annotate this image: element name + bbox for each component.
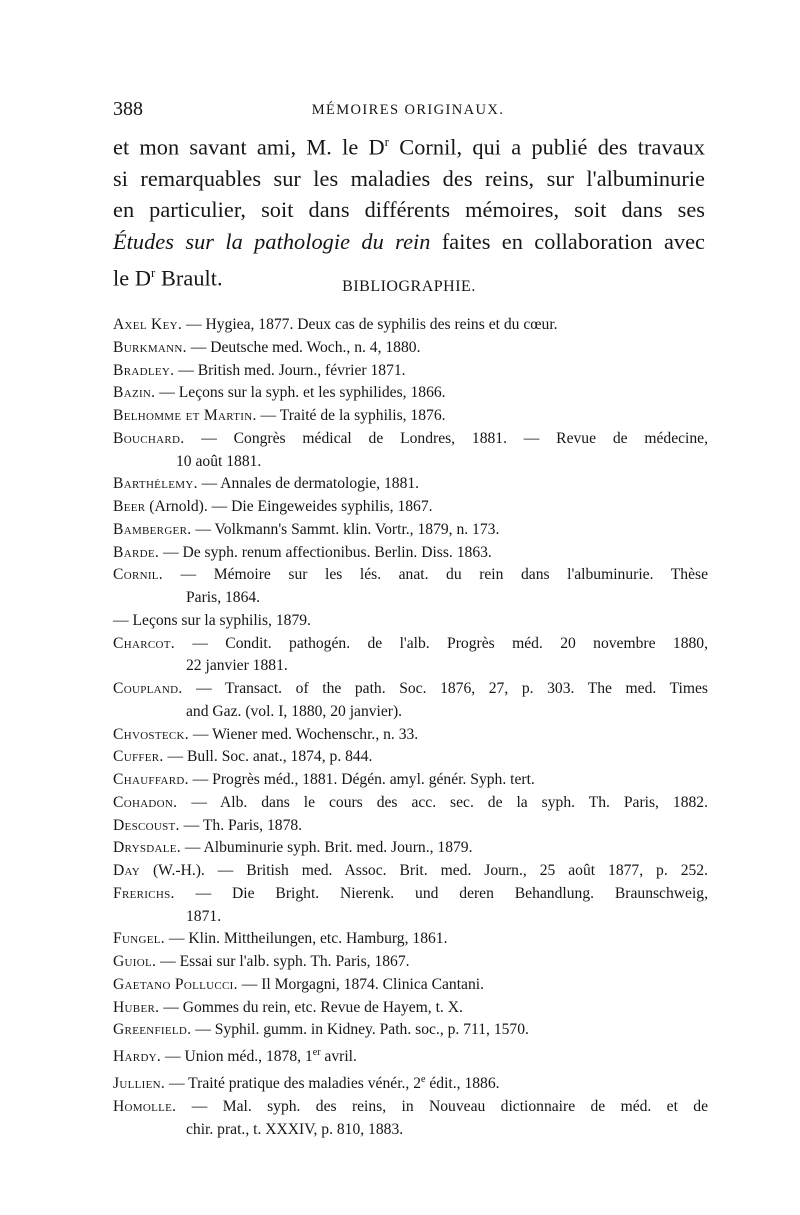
bibliography-entry [113,724,708,747]
entry-text: — Progrès méd., 1881. Dégén. amyl. génér. Syph. tert. [188,771,535,788]
entry-text: (W.-H.). — British med. Assoc. Brit. med. Journ., 25 août 1877, p. 252. [140,862,708,879]
entry-text: — Deutsche med. Woch., n. 4, 1880. [186,338,421,356]
entry-continuation: chir. prat., t. XXXIV, p. 810, 1883. [186,1120,404,1138]
entry-text: — Bull. Soc. anat., 1874, p. 844. [163,748,373,766]
entry-author: Cuffer. [113,748,164,766]
bibliography-entry [113,860,708,883]
intro-line: en particulier, soit dans différents mémoires, soit dans ses [113,197,705,223]
entry-author: Burkmann. [113,338,187,356]
entry-author: Fungel. [113,930,165,948]
bibliography-entry [113,473,708,496]
text-fragment: édit., 1886. [425,1075,500,1093]
entry-text: — Die Bright. Nierenk. und deren Behandlung. Braunschweig, [174,884,708,902]
entry-author: Bradley. [113,361,175,379]
intro-paragraph [113,126,705,294]
entry-text: — British med. Journ., février 1871. [174,361,406,379]
bibliography-entry [113,428,708,474]
bibliography-entry [113,519,708,542]
intro-line: si remarquables sur les maladies des reins, sur l'albuminurie [113,165,705,191]
bibliography-entry [113,564,708,610]
entry-author: Homolle. [113,1097,177,1115]
text-fragment: er [312,1047,321,1058]
entry-author: Gaetano Pollucci. [113,975,238,993]
entry-author: Charcot. [113,634,175,652]
bibliography-entry [113,883,708,929]
bibliography-entry [113,1096,708,1142]
bibliography-entry [113,360,708,383]
entry-author: Cornil. [113,566,164,584]
page-header [113,98,703,124]
entry-author: Guiol. [113,953,157,970]
entry-continuation: 22 janvier 1881. [186,657,288,675]
bibliography-entry [113,382,708,405]
bibliography-entry [113,1042,708,1069]
section-title: BIBLIOGRAPHIE. [342,278,476,295]
entry-text: — Leçons sur la syphilis, 1879. [113,611,311,629]
entry-author: Barde. [113,543,160,561]
entry-text: — Leçons sur la syph. et les syphilides, 1866. [155,384,446,402]
text-fragment: e [421,1073,426,1085]
bibliography-entry [113,678,708,724]
text-fragment: Brault. [155,265,223,291]
entry-text: — Mal. syph. des reins, in Nouveau dictionnaire de méd. et de [176,1097,708,1115]
text-fragment: Cornil, qui a publié des travaux [389,134,706,160]
entry-continuation: 1871. [186,907,222,925]
text-fragment: et mon savant ami, M. le D [113,134,385,160]
bibliography-entry [113,746,708,769]
page-number: 388 [113,98,143,120]
entry-text: — Congrès médical de Londres, 1881. — Revue de médecine, [184,429,708,447]
text-fragment: faites en collaboration avec [430,228,705,254]
entry-text: — Klin. Mittheilungen, etc. Hamburg, 1861. [164,930,448,948]
entry-text: — Mémoire sur les lés. anat. du rein dans l'albuminurie. Thèse [163,566,708,584]
book-title: Études sur la pathologie du rein [113,228,431,254]
entry-text: — Albuminurie syph. Brit. med. Journ., 1879. [180,839,473,857]
entry-text: — Gommes du rein, etc. Revue de Hayem, t. X. [159,998,463,1016]
entry-continuation: 10 août 1881. [176,452,262,470]
entry-text: — Syphil. gumm. in Kidney. Path. soc., p. 711, 1570. [191,1021,529,1039]
entry-author: Bamberger. [113,520,192,538]
bibliography-entry [113,610,708,633]
entry-author: Greenfield. [113,1021,192,1039]
entry-author: Coupland. [113,680,183,697]
entry-continuation: Paris, 1864. [186,589,261,606]
bibliography-entry [113,769,708,792]
entry-text: — Wiener med. Wochenschr., n. 33. [188,725,419,743]
entry-text: — Traité de la syphilis, 1876. [256,407,446,424]
entry-text: — Hygiea, 1877. Deux cas de syphilis des reins et du cœur. [182,316,558,333]
text-fragment: r [384,134,390,149]
entry-author: Bazin. [113,384,156,402]
entry-author: Axel Key. [113,316,183,333]
bibliography-entry [113,815,708,838]
entry-author: Huber. [113,998,160,1016]
entry-text: — Union méd., 1878, 1 [161,1048,313,1066]
bibliography-entry [113,974,708,997]
bibliography-entry [113,337,708,360]
intro-line [113,126,705,163]
entry-author: Barthélemy. [113,475,198,493]
bibliography-entry [113,997,708,1020]
entry-author: Frerichs. [113,884,175,902]
entry-author: Hardy. [113,1048,162,1066]
bibliography-entry [113,633,708,679]
text-fragment: avril. [320,1048,357,1066]
bibliography-entry [113,1069,708,1096]
bibliography-entry [113,542,708,565]
text-fragment: le D [113,265,151,291]
bibliography-entry [113,928,708,951]
entry-text: — De syph. renum affectionibus. Berlin. Diss. 1863. [159,543,492,561]
intro-line [113,226,705,257]
entry-author: Day [113,862,141,879]
entry-author: Bouchard. [113,429,185,447]
entry-author: Belhomme et Martin. [113,407,257,424]
entry-author: Cohadon. [113,793,178,811]
entry-text: — Th. Paris, 1878. [179,816,303,834]
entry-text: — Traité pratique des maladies vénér., 2 [165,1075,422,1093]
text-fragment: r [150,265,156,281]
running-head: MÉMOIRES ORIGINAUX. [311,102,505,118]
bibliography-entry [113,405,708,428]
entry-author: Descoust. [113,816,180,834]
entry-author: Chvosteck. [113,725,189,743]
entry-author: Jullien. [113,1075,166,1093]
entry-text: — Transact. of the path. Soc. 1876, 27, p. 303. The med. Times [182,680,708,697]
entry-text: — Annales de dermatologie, 1881. [197,475,420,493]
entry-author: Chauffard. [113,771,189,788]
bibliography-list [113,314,708,1141]
entry-continuation: and Gaz. (vol. I, 1880, 20 janvier). [186,702,403,720]
bibliography-entry [113,837,708,860]
bibliography-entry [113,314,708,337]
entry-text: — Volkmann's Sammt. klin. Vortr., 1879, n. 173. [191,520,500,538]
bibliography-entry [113,792,708,815]
bibliography-entry [113,496,708,519]
entry-text: — Essai sur l'alb. syph. Th. Paris, 1867. [156,953,410,970]
bibliography-entry [113,1019,708,1042]
entry-text: — Alb. dans le cours des acc. sec. de la syph. Th. Paris, 1882. [177,793,708,811]
entry-text: (Arnold). — Die Eingeweides syphilis, 1867. [145,498,433,515]
entry-text: — Condit. pathogén. de l'alb. Progrès méd. 20 novembre 1880, [174,634,708,652]
entry-author: Beer [113,498,146,515]
entry-text: — Il Morgagni, 1874. Clinica Cantani. [237,975,484,993]
bibliography-entry [113,951,708,974]
entry-author: Drysdale. [113,839,181,857]
